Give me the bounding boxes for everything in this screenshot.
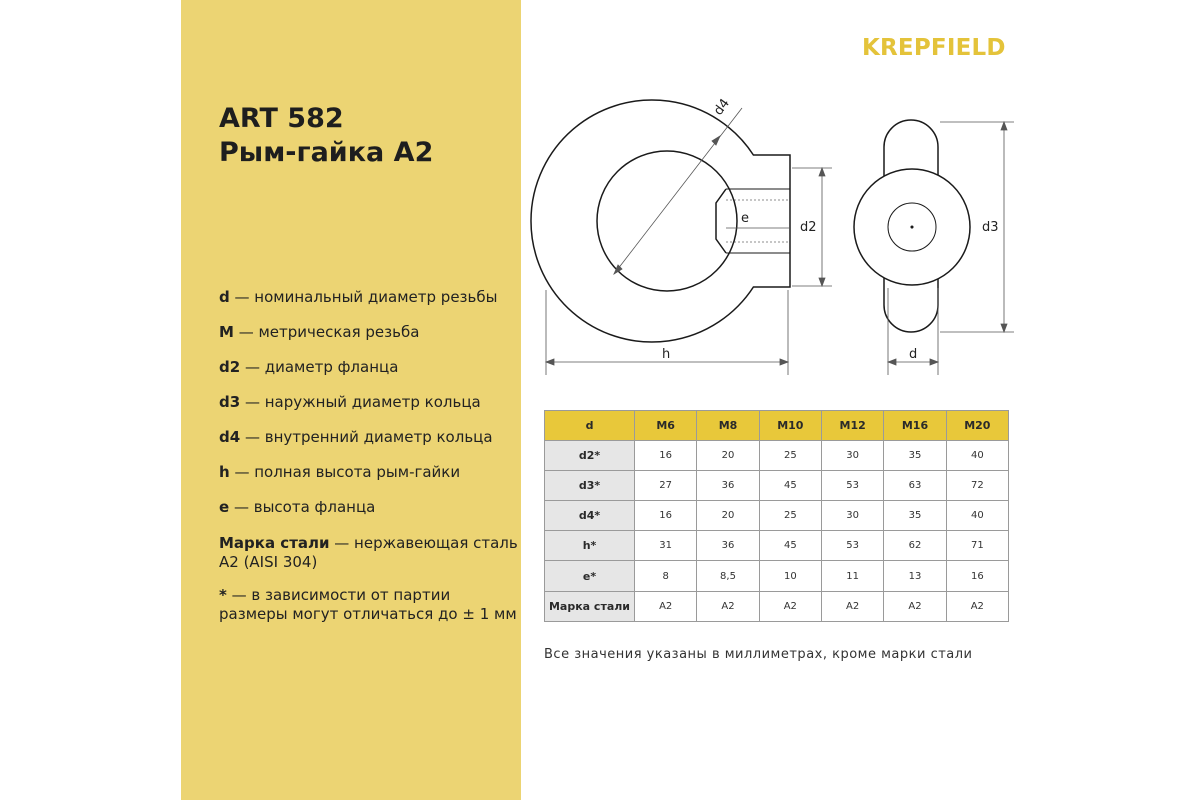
table-row-label: d4* [545,501,635,531]
table-cell: 45 [759,471,821,501]
definition-item [219,428,519,447]
definition-item [219,358,519,377]
table-row [545,471,1009,501]
table-cell: 35 [884,441,946,471]
label-d3: d3 [982,220,999,235]
table-cell: 8 [635,561,697,591]
definition-term: Марка стали [219,534,330,552]
table-cell: 11 [821,561,883,591]
units-note: Все значения указаны в миллиметрах, кроме марки стали [544,647,973,662]
spec-table [544,410,1009,622]
table-cell: 8,5 [697,561,759,591]
definition-term: h [219,463,230,481]
table-header-cell: M12 [821,411,883,441]
definition-item [219,463,519,482]
table-row [545,441,1009,471]
brand-logo: KREPFIELD [862,35,1006,61]
table-cell: 53 [821,531,883,561]
label-h: h [662,347,671,362]
table-cell: А2 [635,591,697,621]
table-row [545,501,1009,531]
title-line-art: ART 582 [219,103,344,134]
definition-item [219,288,519,307]
table-header-cell: M20 [946,411,1008,441]
table-cell: 31 [635,531,697,561]
table-row-label: h* [545,531,635,561]
table-cell: 71 [946,531,1008,561]
definition-item [219,323,519,342]
definition-term: e [219,498,230,516]
table-row [545,561,1009,591]
table-cell: 35 [884,501,946,531]
technical-drawing [530,90,1030,390]
table-header-cell: M10 [759,411,821,441]
table-cell: 36 [697,531,759,561]
table-cell: 20 [697,501,759,531]
page-title [219,102,433,170]
table-cell: 30 [821,441,883,471]
definition-item [219,586,519,624]
table-header-cell: M6 [635,411,697,441]
definition-text: — метрическая резьба [233,323,420,341]
definition-text: — диаметр фланца [240,358,399,376]
table-row [545,531,1009,561]
table-cell: 25 [759,501,821,531]
definition-item [219,393,519,412]
table-row-label: e* [545,561,635,591]
table-cell: 53 [821,471,883,501]
table-cell: 63 [884,471,946,501]
table-cell: А2 [759,591,821,621]
definition-text: — внутренний диаметр кольца [240,428,493,446]
table-cell: 10 [759,561,821,591]
table-cell: 16 [635,501,697,531]
definition-text: — полная высота рым-гайки [229,463,461,481]
table-header-cell: M8 [697,411,759,441]
definition-term: M [219,323,234,341]
table-cell: А2 [884,591,946,621]
definition-term: d4 [219,428,241,446]
table-header-row [545,411,1009,441]
title-line-product: Рым-гайка А2 [219,137,434,168]
definition-term: d3 [219,393,241,411]
table-cell: 13 [884,561,946,591]
definition-text: — высота фланца [229,498,376,516]
table-cell: А2 [697,591,759,621]
table-row-label: d2* [545,441,635,471]
definition-text: — наружный диаметр кольца [240,393,481,411]
definition-text: — в зависимости от партии размеры могут отличаться до ± 1 мм [219,586,517,623]
table-cell: А2 [946,591,1008,621]
table-cell: 25 [759,441,821,471]
table-header-cell: d [545,411,635,441]
table-row [545,591,1009,621]
table-cell: 16 [635,441,697,471]
definition-term: d2 [219,358,241,376]
definition-text: — нержавеющая сталь А2 (AISI 304) [219,534,518,571]
table-cell: 72 [946,471,1008,501]
table-cell: 27 [635,471,697,501]
definition-item [219,534,519,572]
table-cell: 45 [759,531,821,561]
table-cell: 40 [946,441,1008,471]
label-e: e [741,211,749,226]
table-cell: 40 [946,501,1008,531]
definition-term: * [219,586,227,604]
table-row-label: d3* [545,471,635,501]
table-cell: 36 [697,471,759,501]
table-header-cell: M16 [884,411,946,441]
definition-text: — номинальный диаметр резьбы [229,288,498,306]
label-d: d [909,347,918,362]
table-cell: 62 [884,531,946,561]
table-cell: 30 [821,501,883,531]
table-cell: А2 [821,591,883,621]
definition-term: d [219,288,230,306]
table-cell: 20 [697,441,759,471]
table-cell: 16 [946,561,1008,591]
label-d2: d2 [800,220,817,235]
table-row-label: Марка стали [545,591,635,621]
label-d4: d4 [711,96,733,119]
definition-item [219,498,519,517]
